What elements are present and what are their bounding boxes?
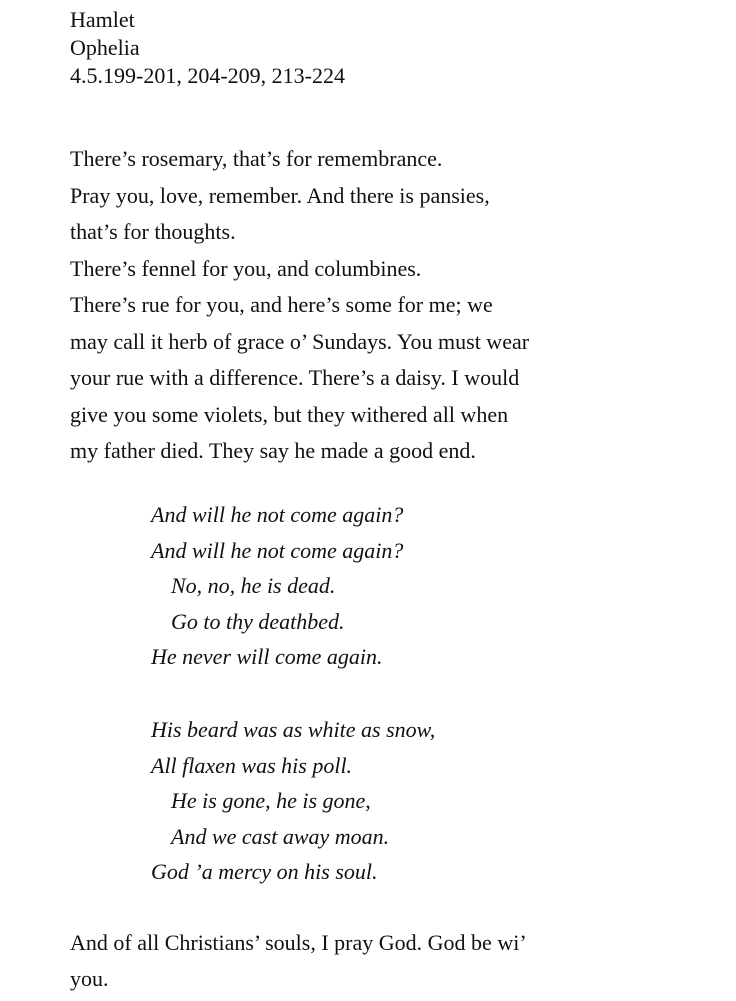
verse-line: And will he not come again? xyxy=(151,537,404,563)
verse-line: He never will come again. xyxy=(151,644,383,670)
prose-line: may call it herb of grace o’ Sundays. You must wear xyxy=(70,328,530,354)
prose-line: give you some violets, but they withered all when xyxy=(70,401,509,427)
verse-line: Go to thy deathbed. xyxy=(171,608,345,634)
document-header xyxy=(70,6,345,90)
verse-line: All flaxen was his poll. xyxy=(151,752,353,778)
song-stanza-1 xyxy=(151,497,403,675)
verse-line: He is gone, he is gone, xyxy=(171,788,371,814)
song-stanza-2 xyxy=(151,712,435,890)
verse-line: And we cast away moan. xyxy=(171,823,390,849)
character-name: Ophelia xyxy=(70,35,140,60)
closing-passage xyxy=(70,925,527,997)
closing-line: you. xyxy=(70,966,109,991)
prose-line: Pray you, love, remember. And there is pansies, xyxy=(70,182,490,208)
verse-line: His beard was as white as snow, xyxy=(151,717,436,742)
prose-line: There’s rue for you, and here’s some for me; we xyxy=(70,292,493,317)
verse-line: No, no, he is dead. xyxy=(171,573,336,599)
closing-line: And of all Christians’ souls, I pray God. God be wi’ xyxy=(70,930,527,955)
prose-passage xyxy=(70,141,710,470)
prose-line: my father died. They say he made a good end. xyxy=(70,438,476,463)
play-title: Hamlet xyxy=(70,7,135,32)
prose-line: your rue with a difference. There’s a daisy. I would xyxy=(70,365,520,390)
prose-line: There’s rosemary, that’s for remembrance. xyxy=(70,146,443,171)
prose-line: There’s fennel for you, and columbines. xyxy=(70,255,422,281)
line-citation: 4.5.199-201, 204-209, 213-224 xyxy=(70,63,345,88)
verse-line: God ’a mercy on his soul. xyxy=(151,859,378,885)
verse-line: And will he not come again? xyxy=(151,502,404,527)
prose-line: that’s for thoughts. xyxy=(70,219,236,244)
